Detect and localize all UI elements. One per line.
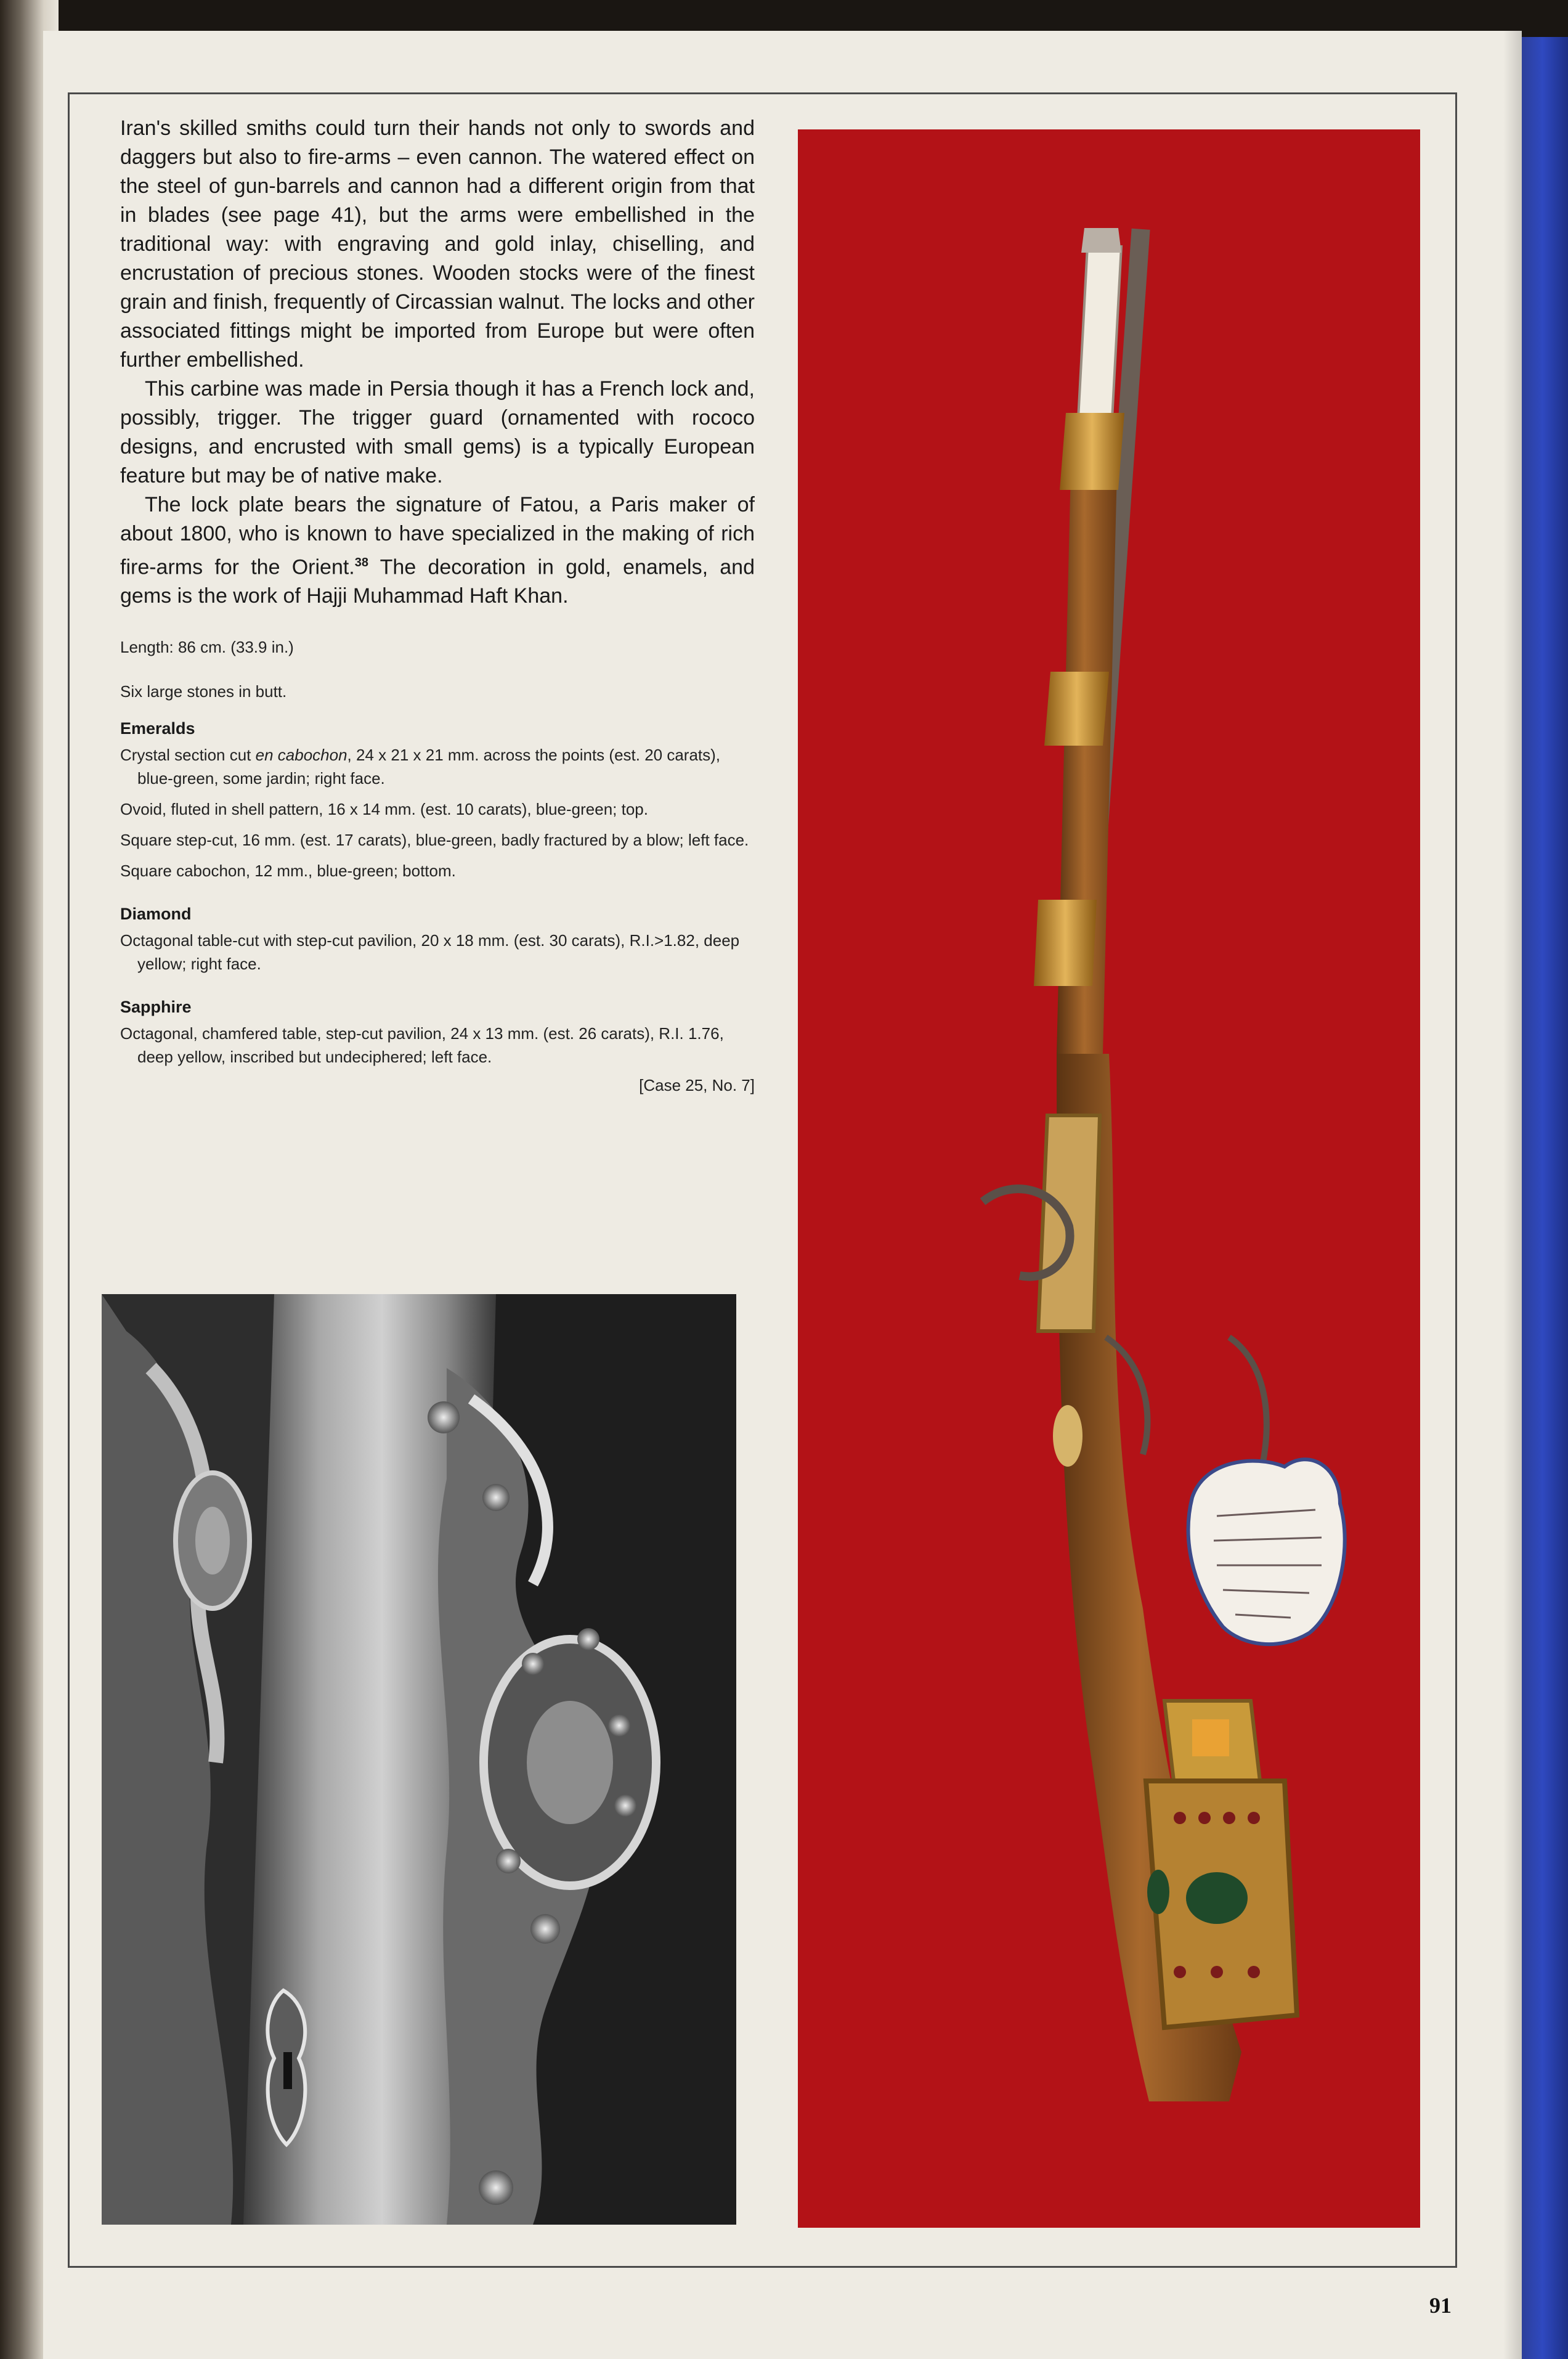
sapphire-heading: Sapphire: [120, 998, 192, 1017]
stones-spec: Six large stones in butt.: [120, 682, 287, 701]
emerald-item: Square cabochon, 12 mm., blue-green; bottom.: [120, 862, 456, 881]
lock-plate-text: The lock plate bears the signature of Fatou, a Paris maker of about 1800, who is known to have specialized in the making of rich fire-arms for the Orient.: [120, 493, 755, 579]
emerald-item-italic: en cabochon: [255, 746, 347, 765]
case-reference: [Case 25, No. 7]: [639, 1076, 755, 1095]
emerald-item-text: Crystal section cut: [120, 746, 256, 765]
emeralds-heading: Emeralds: [120, 719, 195, 738]
emerald-item: Square step-cut, 16 mm. (est. 17 carats), blue-green, badly fractured by a blow; left face.: [120, 831, 749, 850]
carbine-photograph: [798, 129, 1420, 2228]
page-shadow: [1503, 31, 1522, 2359]
diamond-item: Octagonal table-cut with step-cut pavilion, 20 x 18 mm. (est. 30 carats), R.I.>1.82, deep yellow; right face.: [120, 931, 740, 974]
lock-plate-paragraph: [120, 491, 755, 611]
emerald-item: [120, 743, 755, 790]
specs-block: [120, 635, 755, 1095]
carbine-photo-image: [798, 129, 1420, 2228]
detail-photo-image: [102, 1294, 736, 2225]
sapphire-item: Octagonal, chamfered table, step-cut pavilion, 24 x 13 mm. (est. 26 carats), R.I. 1.76, deep yellow, inscribed but undeciphered; left face.: [120, 1024, 724, 1067]
book-cover-edge: [1522, 37, 1568, 2359]
decoration-text: The decoration in gold, enamels, and gems is the work of Hajji Muhammad Haft Khan.: [120, 555, 755, 608]
detail-photograph: [102, 1294, 736, 2225]
footnote-marker: 38: [354, 556, 369, 569]
emerald-item: Ovoid, fluted in shell pattern, 16 x 14 mm. (est. 10 carats), blue-green; top.: [120, 800, 648, 819]
intro-paragraph: Iran's skilled smiths could turn their hands not only to swords and daggers but also to fire-arms – even cannon. The watered effect on the steel of gun-barrels and cannon had a different origin from that in blades (see page 41), but the arms were embellished in the traditional way: with engraving and gold inlay, chiselling, and encrustation of precious stones. Wooden stocks were of the finest grain and finish, frequently of Circassian walnut. The locks and other associated fittings might be imported from Europe but were often further embellished.: [120, 116, 755, 372]
emerald-item-text: , 24 x 21 x 21 mm. across the points (est. 20 carats), blue-green, some jardin; right face.: [137, 746, 721, 788]
diamond-heading: Diamond: [120, 905, 192, 924]
page-number: 91: [1429, 2293, 1452, 2318]
length-spec: Length: 86 cm. (33.9 in.): [120, 638, 294, 657]
text-column: [120, 114, 755, 1111]
carbine-paragraph: This carbine was made in Persia though it has a French lock and, possibly, trigger. The trigger guard (ornamented with rococo designs, and encrusted with small gems) is a typically European feature but may be of native make.: [120, 377, 755, 487]
